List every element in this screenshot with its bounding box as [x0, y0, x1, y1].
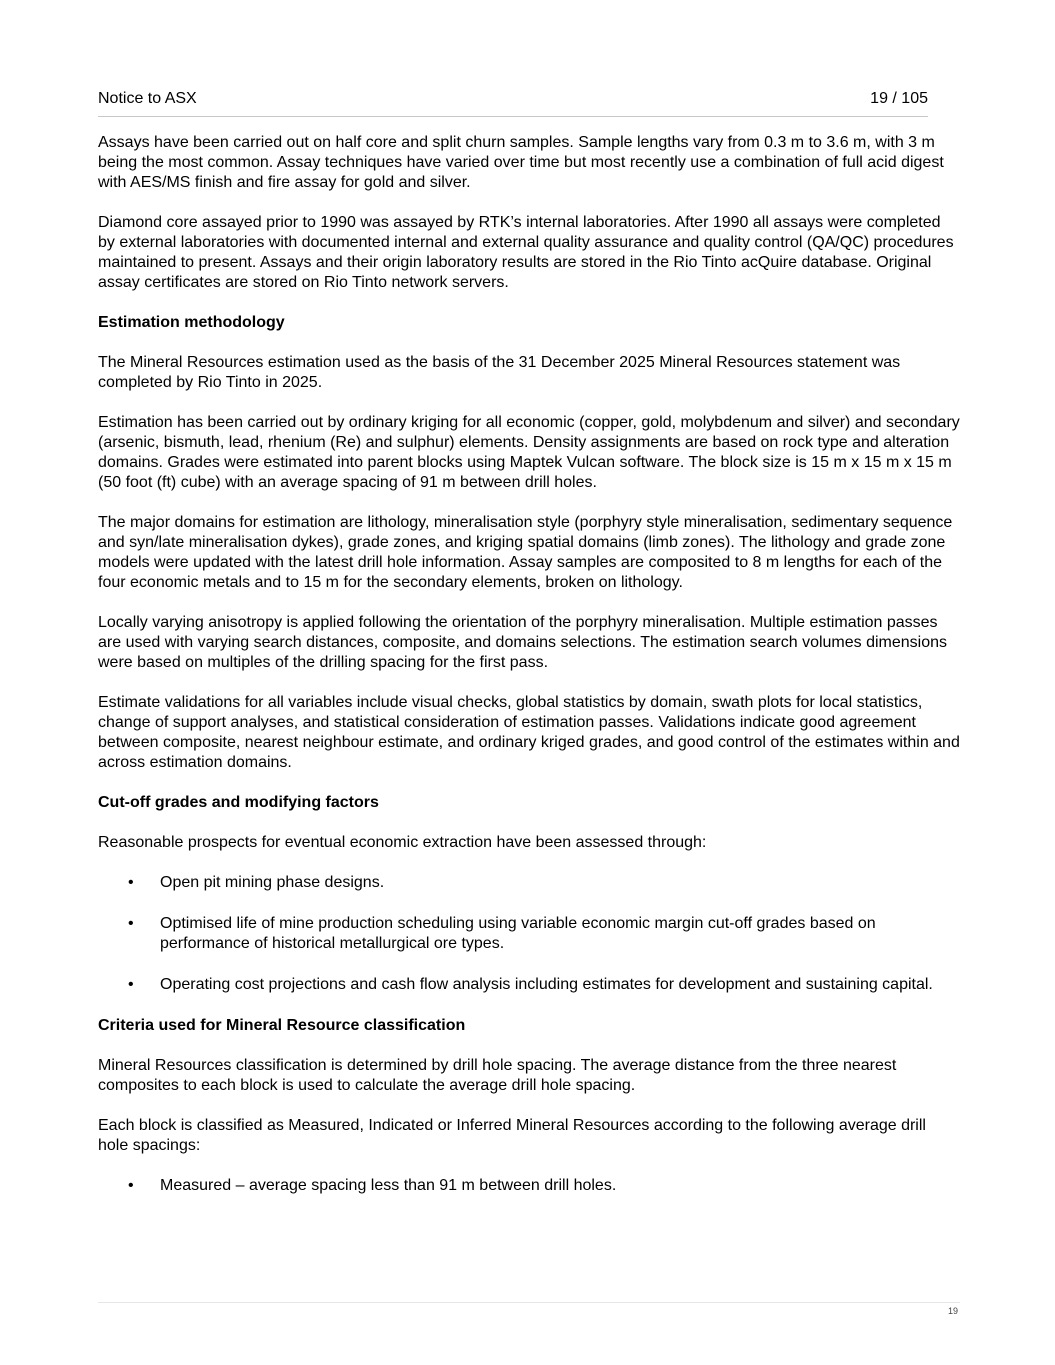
- section-heading: Criteria used for Mineral Resource classification: [98, 1017, 466, 1034]
- paragraph: Estimation has been carried out by ordinary kriging for all economic (copper, gold, molybdenum and silver) and secondary (arsenic, bismuth, lead, rhenium (Re) and sulphur) elements. Density assignments are based on rock type and alteration domains. Grades were estimated into parent blocks using Maptek Vulcan software. The block size is 15 m x 15 m x 15 m (50 foot (ft) cube) with an average spacing of 91 m between drill holes.: [98, 414, 960, 491]
- page-indicator: 19 / 105: [870, 90, 928, 107]
- paragraph: The major domains for estimation are lithology, mineralisation style (porphyry style mineralisation, sedimentary sequence and syn/late mineralisation dykes), grade zones, and kriging spatial domains (limb zones). The lithology and grade zone models were updated with the latest drill hole information. Assay samples are composited to 8 m lengths for each of the four economic metals and to 15 m for the secondary elements, broken on lithology.: [98, 514, 953, 591]
- section-heading: Cut-off grades and modifying factors: [98, 794, 379, 811]
- list-item-text: Operating cost projections and cash flow analysis including estimates for development and sustaining capital.: [160, 976, 933, 993]
- page-header: [98, 88, 928, 117]
- paragraph: Reasonable prospects for eventual economic extraction have been assessed through:: [98, 834, 707, 851]
- bullet-list: [98, 1176, 960, 1196]
- paragraph: Diamond core assayed prior to 1990 was assayed by RTK’s internal laboratories. After 1990 all assays were completed by external laboratories with documented internal and external quality assurance and quality control (QA/QC) procedures maintained to present. Assays and their origin laboratory results are stored in the Rio Tinto acQuire database. Original assay certificates are stored on Rio Tinto network servers.: [98, 214, 954, 291]
- list-item: [98, 975, 960, 995]
- footer-divider: [98, 1302, 960, 1303]
- paragraph: Locally varying anisotropy is applied following the orientation of the porphyry mineralisation. Multiple estimation passes are used with varying search distances, composite, and domains selections. The estimation search volumes dimensions were based on multiples of the drilling spacing for the first pass.: [98, 614, 948, 671]
- bullet-icon: •: [128, 976, 134, 993]
- list-item: [98, 914, 960, 954]
- document-body: [98, 133, 960, 1217]
- paragraph: Mineral Resources classification is determined by drill hole spacing. The average distance from the three nearest composites to each block is used to calculate the average drill hole spacing.: [98, 1057, 897, 1094]
- paragraph: The Mineral Resources estimation used as the basis of the 31 December 2025 Mineral Resources statement was completed by Rio Tinto in 2025.: [98, 354, 901, 391]
- document-title: Notice to ASX: [98, 90, 197, 107]
- section-heading: Estimation methodology: [98, 314, 285, 331]
- footer-page-number: 19: [947, 1306, 958, 1316]
- list-item-text: Open pit mining phase designs.: [160, 874, 385, 891]
- bullet-icon: •: [128, 915, 134, 932]
- paragraph: Each block is classified as Measured, Indicated or Inferred Mineral Resources according to the following average drill hole spacings:: [98, 1117, 926, 1154]
- list-item: [98, 873, 960, 893]
- paragraph: Assays have been carried out on half core and split churn samples. Sample lengths vary from 0.3 m to 3.6 m, with 3 m being the most common. Assay techniques have varied over time but most recently use a combination of full acid digest with AES/MS finish and fire assay for gold and silver.: [98, 134, 944, 191]
- bullet-icon: •: [128, 874, 134, 891]
- bullet-list: [98, 873, 960, 995]
- bullet-icon: •: [128, 1177, 134, 1194]
- list-item-text: Optimised life of mine production scheduling using variable economic margin cut-off grades based on performance of historical metallurgical ore types.: [160, 915, 876, 952]
- list-item-text: Measured – average spacing less than 91 m between drill holes.: [160, 1177, 617, 1194]
- list-item: [98, 1176, 960, 1196]
- paragraph: Estimate validations for all variables include visual checks, global statistics by domain, swath plots for local statistics, change of support analyses, and statistical consideration of estimation passes. Validations indicate good agreement between composite, nearest neighbour estimate, and ordinary kriged grades, and good control of the estimates within and across estimation domains.: [98, 694, 960, 771]
